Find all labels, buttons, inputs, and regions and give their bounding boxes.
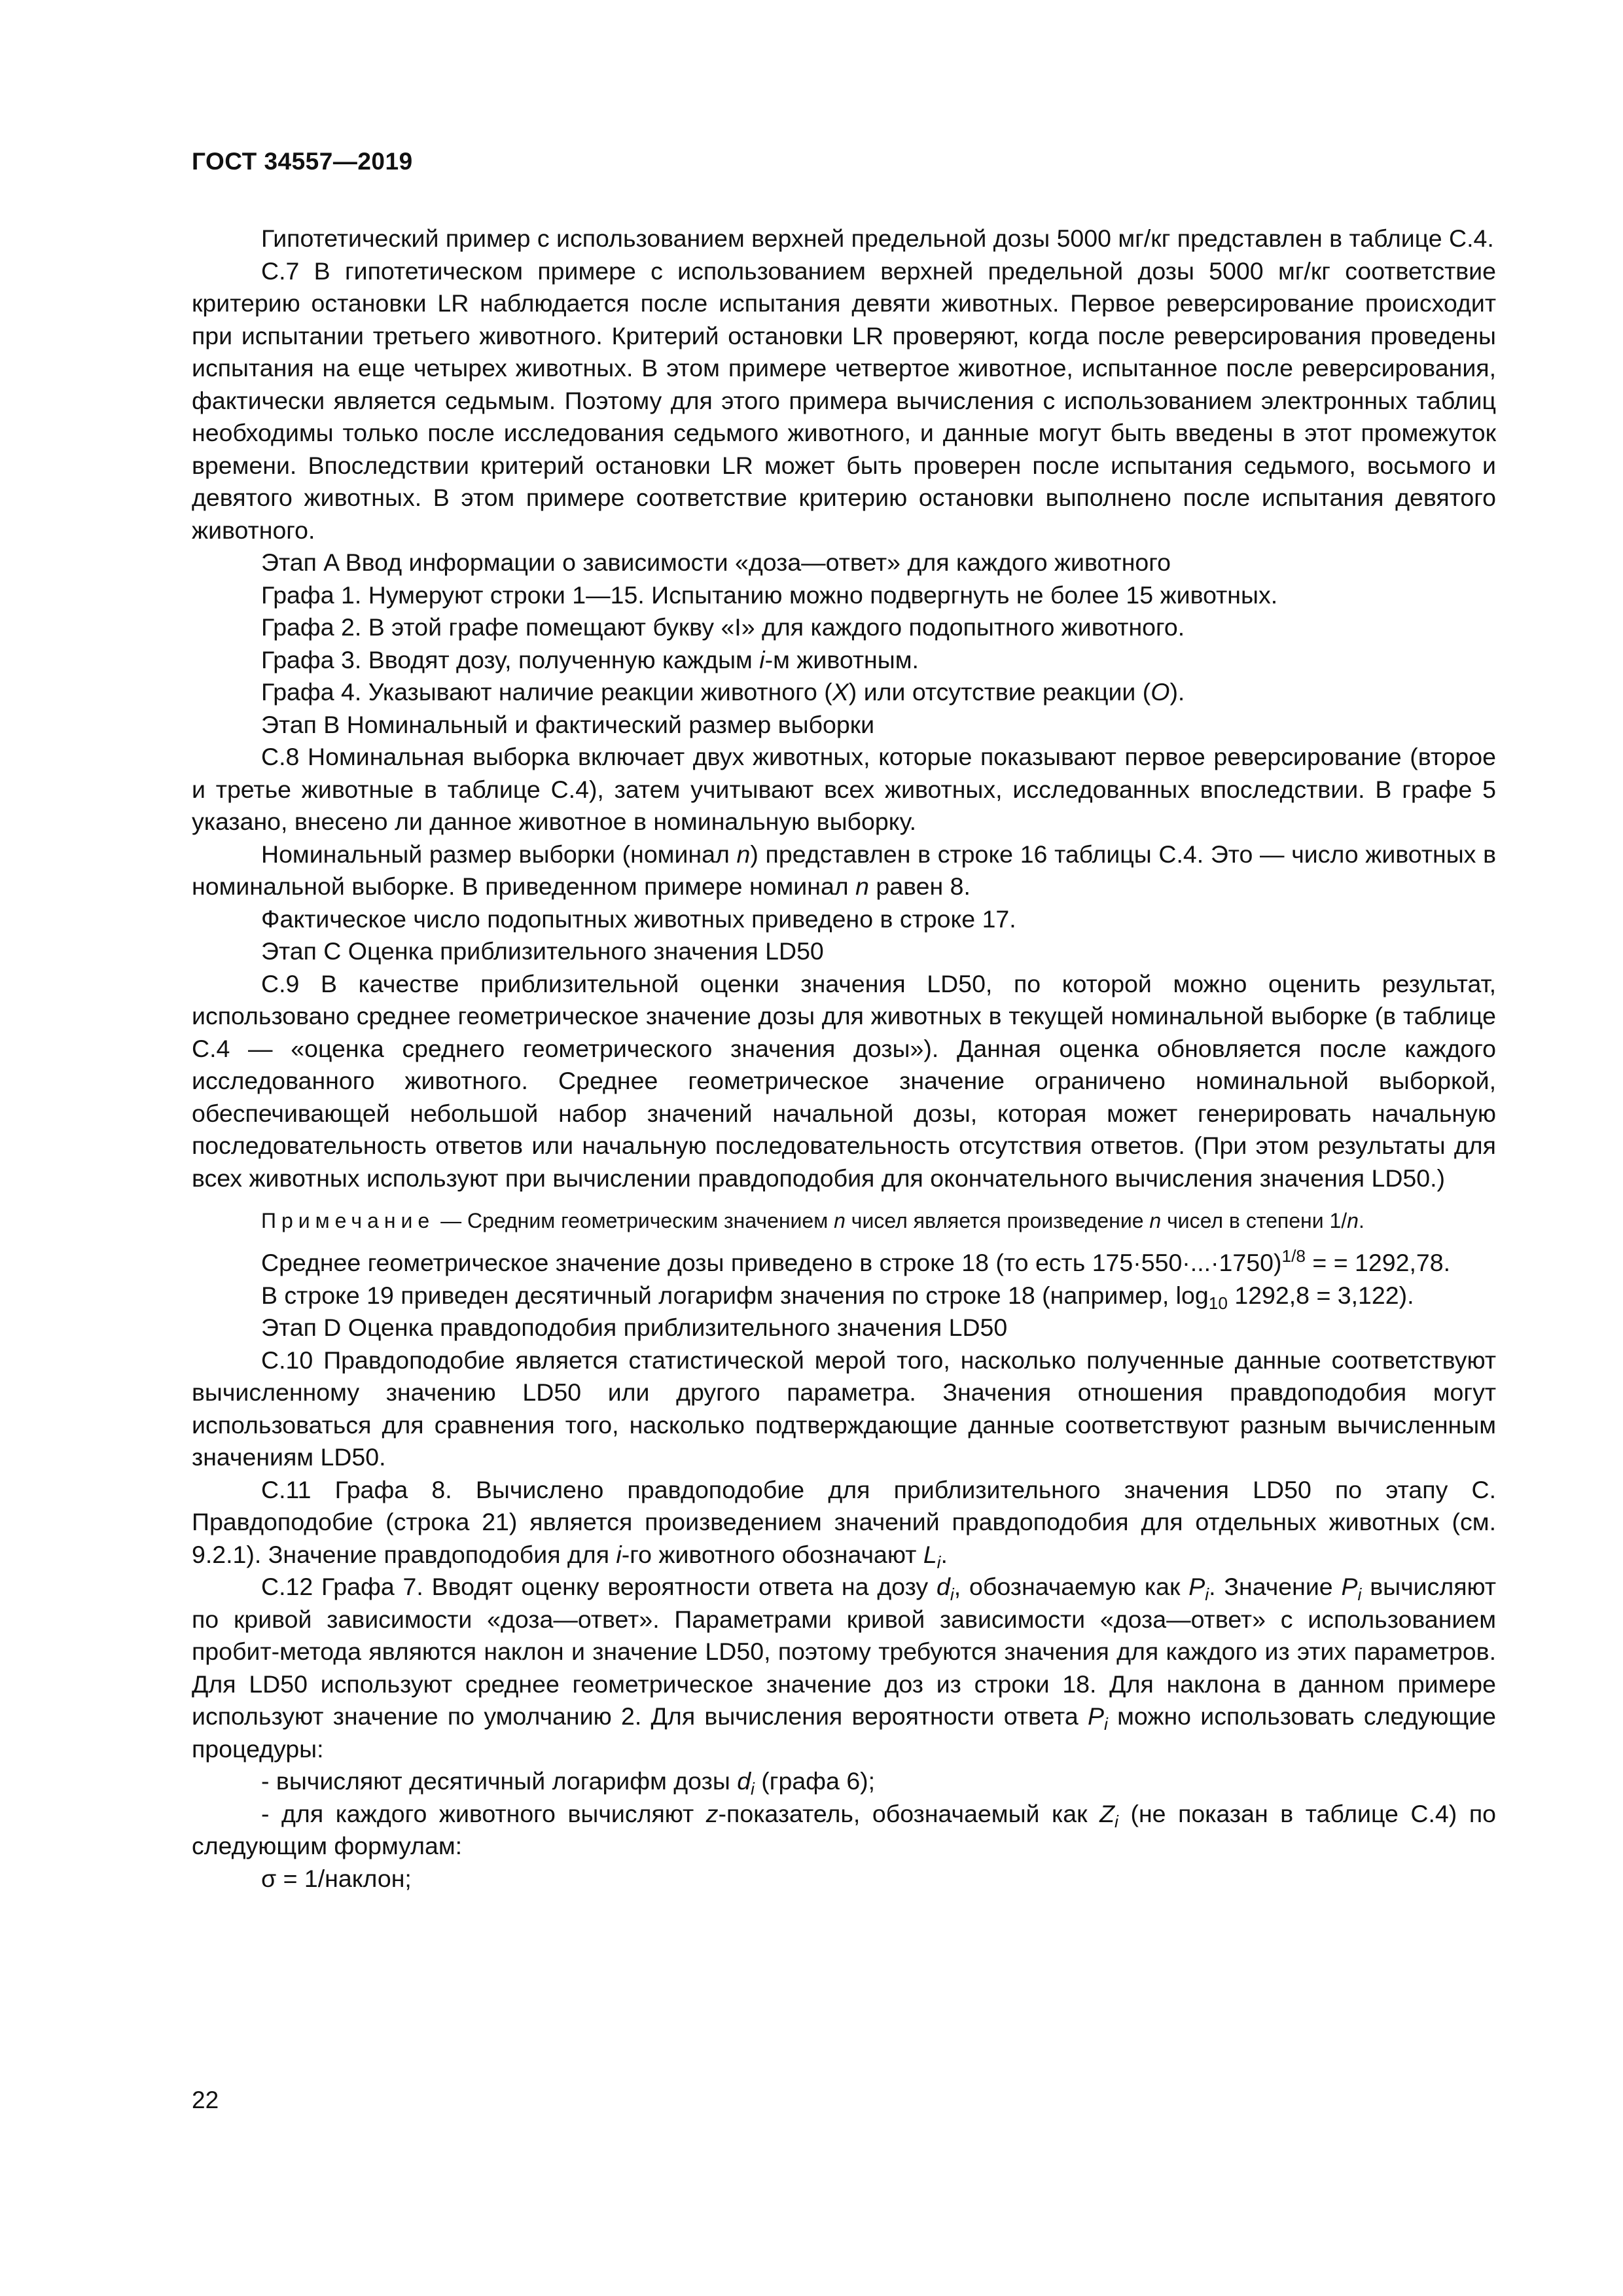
text-run: (графа 6); — [754, 1767, 876, 1795]
list-item — [192, 1798, 1496, 1863]
paragraph — [192, 1280, 1496, 1312]
text-run: — Средним геометрическим значением — [435, 1209, 834, 1232]
text-run: равен 8. — [868, 872, 971, 900]
document-header: ГОСТ 34557—2019 — [192, 148, 413, 175]
text-run: ) или отсутствие реакции ( — [848, 678, 1151, 706]
paragraph — [192, 676, 1496, 709]
paragraph — [192, 838, 1496, 903]
italic-var: d — [936, 1573, 950, 1600]
page-number: 22 — [192, 2087, 219, 2113]
text-run: Номинальный размер выборки (номинал — [261, 840, 737, 868]
subscript: i — [1205, 1585, 1209, 1604]
paragraph: С.7 В гипотетическом примере с использованием верхней предельной дозы 5000 мг/кг соответствие критерию остановки LR наблюдается после испытания девяти животных. Первое реверсирование происходит при испытании третьего животного. Критерий остановки LR проверяют, когда после реверсирования проведены испытания на еще четырех животных. В этом примере четвертое животное, испытанное после реверсирования, фактически является седьмым. Поэтому для этого примера вычисления с использованием электронных таблиц необходимы только после исследования седьмого животного, и данные могут быть введены в этот промежуток времени. Впоследствии критерий остановки LR может быть проверен после испытания седьмого, восьмого и девятого животных. В этом примере соответствие критерию остановки выполнено после испытания девятого животного. — [192, 257, 1496, 544]
subscript: i — [751, 1779, 755, 1799]
italic-var: P — [1341, 1573, 1358, 1600]
italic-var: i — [759, 645, 765, 673]
italic-var: d — [737, 1767, 751, 1795]
text-run: -го животного обозначают — [621, 1540, 923, 1568]
text-run: Графа 4. Указывают наличие реакции животного ( — [261, 678, 832, 706]
formula: σ = 1/наклон; — [261, 1864, 412, 1892]
text-run: -м животным. — [764, 645, 919, 673]
text-run: В строке 19 приведен десятичный логарифм значения по строке 18 (например, log — [261, 1281, 1209, 1309]
italic-var: n — [834, 1209, 846, 1232]
note-label: Примечание — [261, 1209, 435, 1232]
text-run: = = 1292,78. — [1305, 1249, 1450, 1276]
paragraph: С.8 Номинальная выборка включает двух животных, которые показывают первое реверсирование (второе и третье животные в таблице С.4), затем учитывают всех животных, исследованных впоследствии. В графе 5 указано, внесено ли данное животное в номинальную выборку. — [192, 743, 1496, 835]
list-item — [192, 1765, 1496, 1798]
italic-var: P — [1188, 1573, 1205, 1600]
italic-var: Z — [1099, 1799, 1115, 1827]
subscript: i — [1104, 1714, 1108, 1734]
italic-var: z — [705, 1799, 719, 1827]
step-heading: Этап A Ввод информации о зависимости «доза—ответ» для каждого животного — [261, 548, 1171, 576]
italic-var: n — [736, 840, 751, 868]
paragraph: Гипотетический пример с использованием верхней предельной дозы 5000 мг/кг представлен в таблице С.4. — [261, 224, 1494, 252]
subscript: i — [950, 1585, 954, 1604]
italic-var: L — [923, 1540, 937, 1568]
subscript: i — [936, 1552, 941, 1572]
document-body — [192, 223, 1496, 1895]
text-run: чисел является произведение — [845, 1209, 1150, 1232]
paragraph — [192, 1571, 1496, 1765]
step-heading: Этап B Номинальный и фактический размер выборки — [261, 710, 875, 738]
text-run: Среднее геометрическое значение дозы приведено в строке 18 (то есть 175·550·...·1750) — [261, 1249, 1282, 1276]
italic-var: i — [616, 1540, 622, 1568]
text-run: . — [940, 1540, 948, 1568]
paragraph: С.10 Правдоподобие является статистической мерой того, насколько полученные данные соответствуют вычисленному значению LD50 или другого параметра. Значения отношения правдоподобия могут использоваться для сравнения того, насколько подтверждающие данные соответствуют разным вычисленным значениям LD50. — [192, 1346, 1496, 1471]
text-run: - для каждого животного вычисляют — [261, 1799, 706, 1827]
paragraph: Фактическое число подопытных животных приведено в строке 17. — [261, 905, 1016, 933]
italic-var: n — [855, 872, 869, 900]
text-run: . — [1358, 1209, 1364, 1232]
text-run: Графа 3. Вводят дозу, полученную каждым — [261, 645, 760, 673]
paragraph — [192, 644, 1496, 677]
paragraph: С.9 В качестве приблизительной оценки значения LD50, по которой можно оценить результат, использовано среднее геометрическое значение дозы для животных в текущей номинальной выборке (в таблице С.4 — «оценка среднего геометрического значения дозы»). Данная оценка обновляется после каждого исследованного животного. Среднее геометрическое значение ограничено номинальной выборкой, обеспечивающей небольшой набор значений начальной дозы, которая может генерировать начальную последовательность ответов или начальную последовательность отсутствия ответов. (При этом результаты для всех животных используют при вычислении правдоподобия для окончательного вычисления значения LD50.) — [192, 969, 1496, 1192]
text-run: можно использовать следующие процедуры: — [192, 1702, 1496, 1763]
superscript: 1/8 — [1281, 1246, 1306, 1266]
step-heading: Этап D Оценка правдоподобия приблизительного значения LD50 — [261, 1314, 1008, 1341]
paragraph: Графа 1. Нумеруют строки 1—15. Испытанию можно подвергнуть не более 15 животных. — [261, 581, 1278, 609]
paragraph — [192, 1247, 1496, 1280]
text-run: . Значение — [1209, 1573, 1342, 1600]
subscript: i — [1357, 1585, 1362, 1604]
text-run: чисел в степени 1/ — [1161, 1209, 1347, 1232]
text-run: (не показан в таблице С.4) по следующим формулам: — [192, 1799, 1496, 1859]
paragraph: Графа 2. В этой графе помещают букву «I» для каждого подопытного животного. — [261, 613, 1185, 641]
note — [192, 1206, 1496, 1235]
text-run: ). — [1169, 678, 1185, 706]
text-run: вычисляют по кривой зависимости «доза—ответ». Параметрами кривой зависимости «доза—ответ» с использованием пробит-метода являются наклон и значение LD50, поэтому требуются значения для каждого из этих параметров. Для LD50 используют среднее геометрическое значение доз из строки 18. Для наклона в данном примере используют значение по умолчанию 2. Для вычисления вероятности ответа — [192, 1573, 1496, 1730]
text-run: -показатель, обозначаемый как — [718, 1799, 1100, 1827]
italic-var: O — [1150, 678, 1170, 706]
text-run: С.12 Графа 7. Вводят оценку вероятности ответа на дозу — [261, 1573, 937, 1600]
text-run: - вычисляют десятичный логарифм дозы — [261, 1767, 738, 1795]
subscript: i — [1115, 1811, 1118, 1831]
text-run: , обозначаемую как — [954, 1573, 1189, 1600]
italic-var: n — [1347, 1209, 1359, 1232]
subscript: 10 — [1208, 1293, 1228, 1313]
text-run: ) представлен в строке 16 таблицы С.4. Это — число животных в номинальной выборке. В приведенном примере номинал — [192, 840, 1496, 900]
italic-var: n — [1149, 1209, 1162, 1232]
step-heading: Этап C Оценка приблизительного значения LD50 — [261, 937, 824, 965]
text-run: С.11 Графа 8. Вычислено правдоподобие для приблизительного значения LD50 по этапу C. Правдоподобие (строка 21) является произведением значений правдоподобия для отдельных животных (см. 9.2.1). Значение правдоподобия для — [192, 1475, 1496, 1568]
text-run: 1292,8 = 3,122). — [1227, 1281, 1414, 1309]
italic-var: X — [832, 678, 849, 706]
italic-var: P — [1088, 1702, 1105, 1730]
paragraph — [192, 1474, 1496, 1571]
